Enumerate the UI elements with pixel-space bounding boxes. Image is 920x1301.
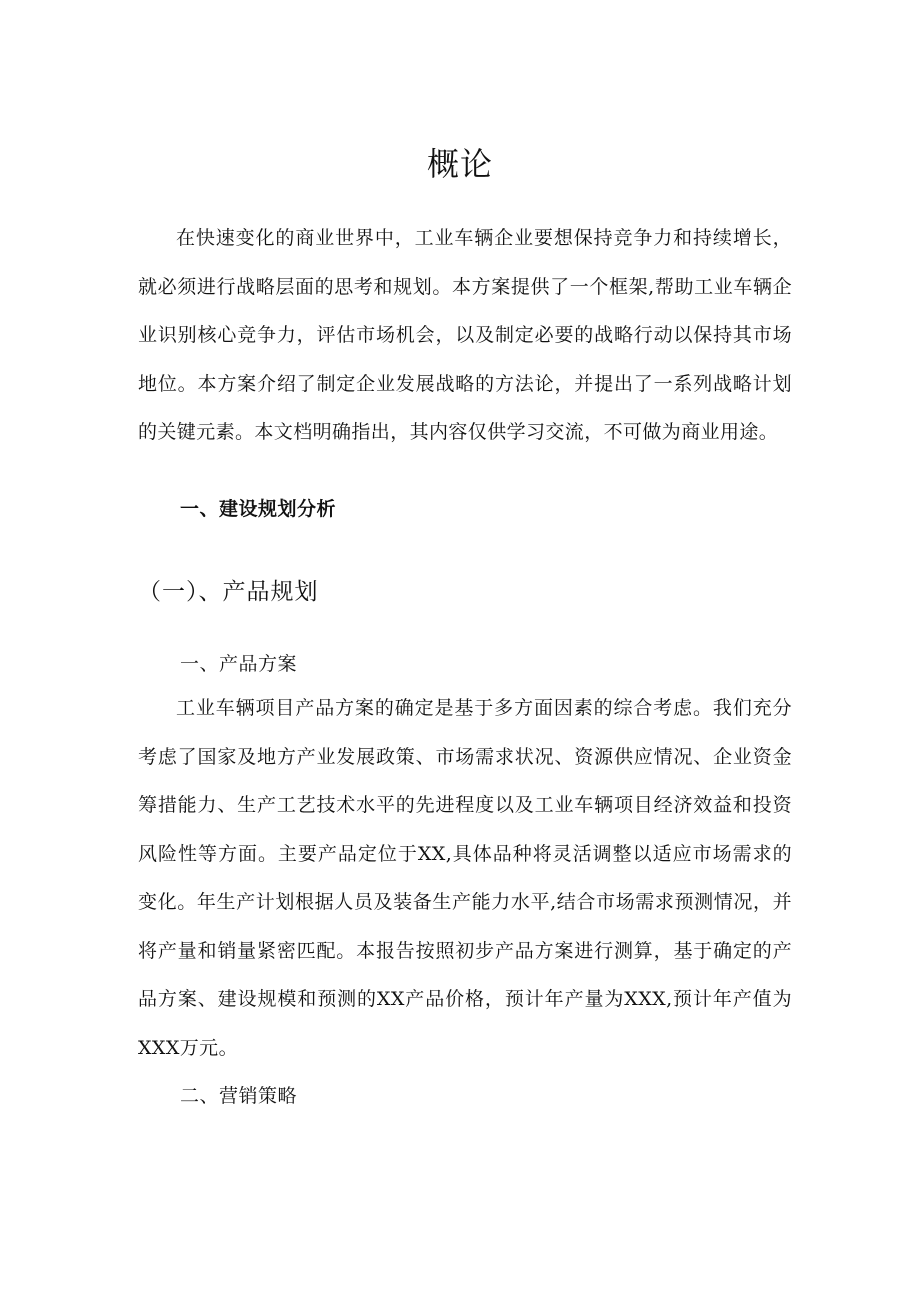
subsection-heading-product-planning: （一）、产品规划 <box>138 579 319 605</box>
section-heading-construction-planning: 一、建设规划分析 <box>180 498 337 520</box>
item-heading-product-plan: 一、产品方案 <box>180 653 298 675</box>
item-heading-marketing-strategy: 二、营销策略 <box>180 1085 298 1107</box>
document-title: 概论 <box>426 145 493 183</box>
product-plan-paragraph: 工业车辆项目产品方案的确定是基于多方面因素的综合考虑。我们充分考虑了国家及地方产业发展政策、市场需求状况、资源供应情况、企业资金筹措能力、生产工艺技术水平的先进程度以及工业车辆项目经济效益和投资风险性等方面。主要产品定位于XX,具体品种将灵活调整以适应市场需求的变化。年生产计划根据人员及装备生产能力水平,结合市场需求预测情况，并将产量和销量紧密匹配。本报告按照初步产品方案进行测算，基于确定的产品方案、建设规模和预测的XX产品价格，预计年产量为XXX,预计年产值为XXX万元。 <box>138 697 792 1059</box>
intro-paragraph: 在快速变化的商业世界中，工业车辆企业要想保持竞争力和持续增长，就必须进行战略层面的思考和规划。本方案提供了一个框架,帮助工业车辆企业识别核心竞争力，评估市场机会，以及制定必要的战略行动以保持其市场地位。本方案介绍了制定企业发展战略的方法论，并提出了一系列战略计划的关键元素。本文档明确指出，其内容仅供学习交流，不可做为商业用途。 <box>138 227 792 443</box>
